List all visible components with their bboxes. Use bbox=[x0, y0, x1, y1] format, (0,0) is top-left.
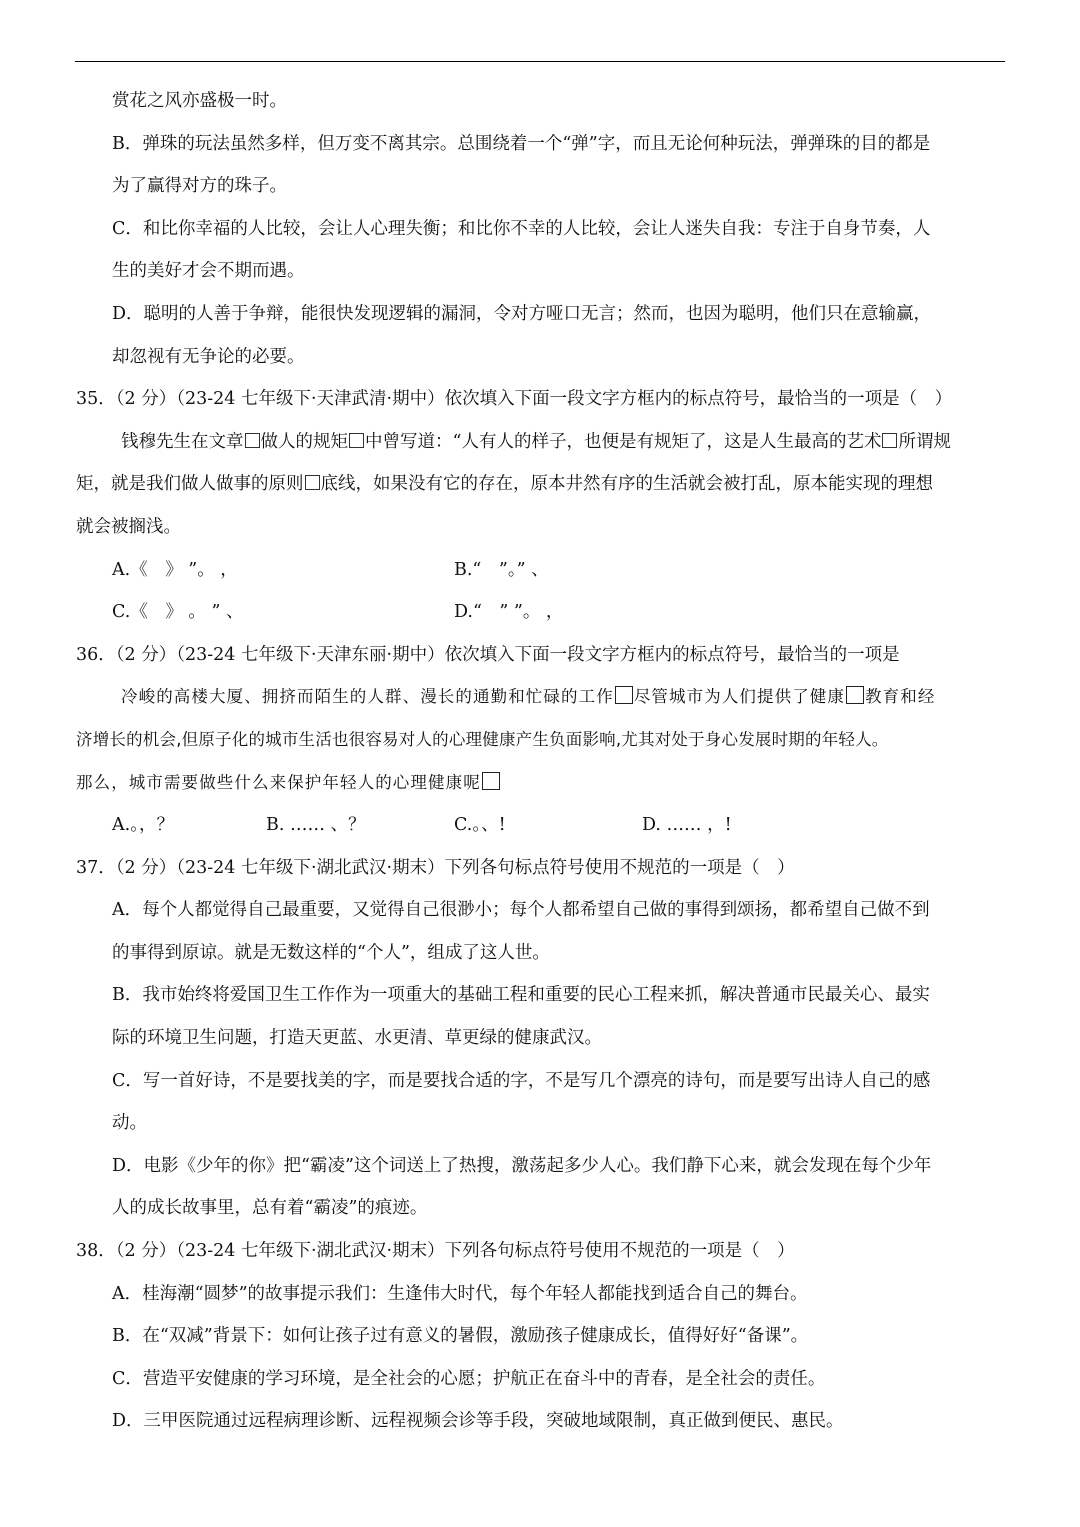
prev-option-c-line1: C．和比你幸福的人比较，会让人心理失衡；和比你不幸的人比较，会让人迷失自我：专注于自身节奏，人 bbox=[112, 218, 931, 239]
q37-stem: 37．（2 分）（23-24 七年级下·湖北武汉·期末）下列各句标点符号使用不规范的一项是（ ） bbox=[76, 857, 795, 878]
q35-passage-line2 bbox=[76, 463, 1006, 506]
q36-passage-line2: 济增长的机会,但原子化的城市生活也很容易对人的心理健康产生负面影响,尤其对处于身心发展时期的年轻人。 bbox=[76, 729, 889, 749]
q35-text: 底线，如果没有它的存在，原本井然有序的生活就会被打乱，原本能实现的理想 bbox=[320, 474, 933, 495]
q37-option-c-line2: 动。 bbox=[112, 1113, 147, 1134]
prev-option-b-line2: 为了赢得对方的珠子。 bbox=[112, 176, 287, 197]
blank-box bbox=[305, 475, 320, 490]
q38-stem: 38．（2 分）（23-24 七年级下·湖北武汉·期末）下列各句标点符号使用不规范的一项是（ ） bbox=[76, 1241, 795, 1262]
q35-option-d[interactable]: D.“ ” ”。 ， bbox=[454, 602, 564, 623]
q37-option-a-line2: 的事得到原谅。就是无数这样的“个人”，组成了这人世。 bbox=[112, 942, 550, 963]
q36-option-a[interactable]: A.。，？ bbox=[112, 815, 174, 836]
q36-passage-line1 bbox=[76, 676, 1006, 719]
q36-option-c[interactable]: C.。、! bbox=[454, 815, 506, 836]
blank-box bbox=[482, 772, 500, 790]
prev-option-b-line1: B．弹珠的玩法虽然多样，但万变不离其宗。总围绕着一个“弹”字，而且无论何种玩法，弹弹珠的目的都是 bbox=[112, 133, 931, 154]
blank-box bbox=[615, 686, 633, 704]
q36-passage-line3 bbox=[76, 762, 1006, 805]
prev-option-d-line1: D．聪明的人善于争辩，能很快发现逻辑的漏洞，令对方哑口无言；然而，也因为聪明，他们只在意输赢， bbox=[112, 303, 932, 324]
q35-passage-line3: 就会被搁浅。 bbox=[76, 516, 181, 537]
q36-option-d[interactable]: D. …… ，! bbox=[642, 815, 732, 836]
q36-text: 那么，城市需要做些什么来保护年轻人的心理健康呢 bbox=[76, 772, 481, 792]
q38-option-b[interactable]: B．在“双减”背景下：如何让孩子过有意义的暑假，激励孩子健康成长，值得好好“备课”。 bbox=[112, 1326, 809, 1347]
document-body bbox=[76, 80, 1006, 1443]
q35-text: 所谓规 bbox=[898, 431, 951, 452]
q35-passage-line1 bbox=[76, 421, 1006, 464]
q37-option-a-line1[interactable]: A．每个人都觉得自己最重要，又觉得自己很渺小；每个人都希望自己做的事得到颂扬，都希望自己做不到 bbox=[112, 900, 930, 921]
q36-text: 冷峻的高楼大厦、拥挤而陌生的人群、漫长的通勤和忙碌的工作 bbox=[121, 687, 614, 707]
q36-options-row bbox=[76, 804, 1006, 847]
q35-options-row1 bbox=[76, 549, 1006, 592]
q35-option-a[interactable]: A.《 》 ”。 ， bbox=[112, 559, 238, 580]
q35-text: 做人的规矩 bbox=[260, 431, 348, 452]
q35-options-row2 bbox=[76, 591, 1006, 634]
blank-box bbox=[245, 433, 260, 448]
prev-option-c-line2: 生的美好才会不期而遇。 bbox=[112, 261, 305, 282]
q38-option-c[interactable]: C．营造平安健康的学习环境，是全社会的心愿；护航正在奋斗中的青春，是全社会的责任。 bbox=[112, 1368, 826, 1389]
q35-stem: 35．（2 分）（23-24 七年级下·天津武清·期中）依次填入下面一段文字方框内的标点符号，最恰当的一项是（ ） bbox=[76, 389, 953, 410]
q36-option-b[interactable]: B. …… 、？ bbox=[266, 815, 366, 836]
q35-text: 矩，就是我们做人做事的原则 bbox=[76, 474, 304, 495]
q36-text: 尽管城市为人们提供了健康 bbox=[633, 687, 846, 707]
blank-box bbox=[846, 686, 864, 704]
q36-text: 教育和经 bbox=[865, 687, 936, 707]
blank-box bbox=[882, 433, 897, 448]
q37-option-d-line1[interactable]: D．电影《少年的你》把“霸凌”这个词送上了热搜，激荡起多少人心。我们静下心来，就会发现在每个少年 bbox=[112, 1155, 932, 1176]
blank-box bbox=[349, 433, 364, 448]
q38-option-d[interactable]: D．三甲医院通过远程病理诊断、远程视频会诊等手段，突破地域限制，真正做到便民、惠民。 bbox=[112, 1411, 844, 1432]
q35-option-c[interactable]: C.《 》 。 ” 、 bbox=[112, 602, 244, 623]
prev-option-a-tail: 赏花之风亦盛极一时。 bbox=[112, 91, 287, 111]
q36-stem: 36．（2 分）（23-24 七年级下·天津东丽·期中）依次填入下面一段文字方框内的标点符号，最恰当的一项是 bbox=[76, 644, 900, 665]
q38-option-a[interactable]: A．桂海潮“圆梦”的故事提示我们：生逢伟大时代，每个年轻人都能找到适合自己的舞台。 bbox=[112, 1283, 808, 1304]
header-rule bbox=[75, 61, 1005, 62]
prev-option-d-line2: 却忽视有无争论的必要。 bbox=[112, 346, 305, 367]
q37-option-c-line1[interactable]: C．写一首好诗，不是要找美的字，而是要找合适的字，不是写几个漂亮的诗句，而是要写出诗人自己的感 bbox=[112, 1070, 931, 1091]
q35-option-b[interactable]: B.“ ”。” 、 bbox=[454, 559, 549, 580]
q37-option-b-line2: 际的环境卫生问题，打造天更蓝、水更清、草更绿的健康武汉。 bbox=[112, 1028, 602, 1049]
q37-option-b-line1[interactable]: B．我市始终将爱国卫生工作作为一项重大的基础工程和重要的民心工程来抓，解决普通市民最关心、最实 bbox=[112, 985, 930, 1006]
q35-text: 中曾写道：“人有人的样子，也便是有规矩了，这是人生最高的艺术 bbox=[365, 431, 882, 452]
q37-option-d-line2: 人的成长故事里，总有着“霸凌”的痕迹。 bbox=[112, 1198, 428, 1219]
q35-text: 钱穆先生在文章 bbox=[121, 431, 244, 452]
